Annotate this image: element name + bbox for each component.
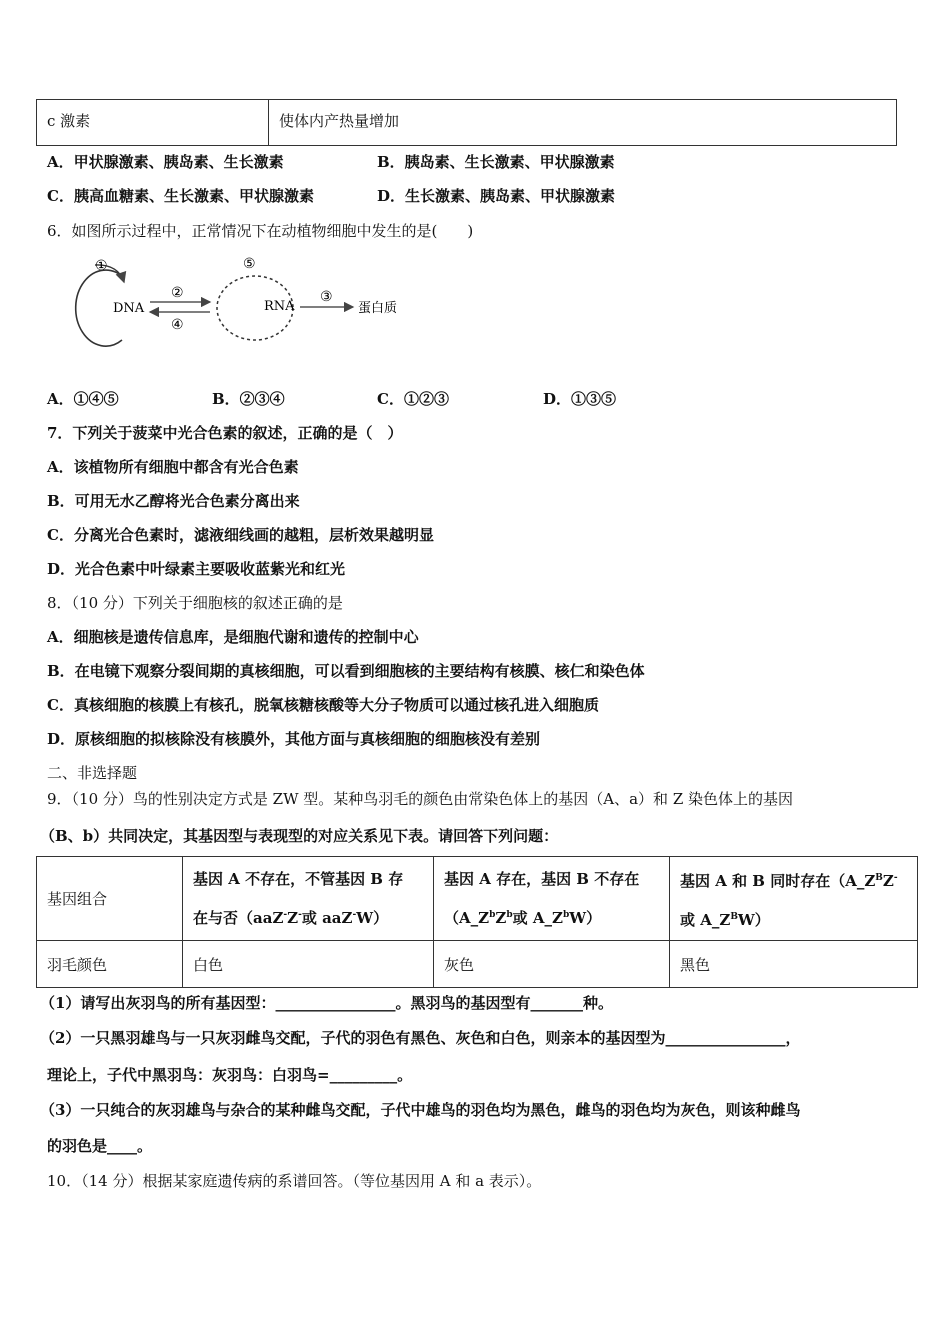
q6-option-b: B．②③④ [212, 390, 285, 408]
central-dogma-diagram [50, 250, 420, 350]
q7-stem: 7．下列关于菠菜中光合色素的叙述，正确的是（ ） [47, 424, 403, 442]
q9-part-3-cont: 的羽色是____。 [47, 1137, 153, 1155]
q9-part-2-cont: 理论上，子代中黑羽鸟：灰羽鸟：白羽鸟=_________。 [47, 1066, 413, 1084]
label-5: ⑤ [243, 256, 256, 272]
feather-color-white: 白色 [183, 941, 434, 988]
q8-option-b: B．在电镜下观察分裂间期的真核细胞，可以看到细胞核的主要结构有核膜、核仁和染色体 [47, 662, 645, 680]
genotype-col-a-and-b: 基因 A 和 B 同时存在（$A\_Z^BZ^-$ 或 $A\_Z^BW$） [670, 857, 918, 941]
genotype-table [36, 856, 918, 988]
feather-color-black: 黑色 [670, 941, 918, 988]
q5-option-c: C．胰高血糖素、生长激素、甲状腺激素 [47, 187, 314, 205]
q6-option-a: A．①④⑤ [47, 390, 119, 408]
q6-stem: 6．如图所示过程中，正常情况下在动植物细胞中发生的是( ) [47, 222, 474, 240]
feather-color-gray: 灰色 [434, 941, 670, 988]
top-table-cell-1: c 激素 [37, 100, 269, 146]
q8-option-a: A．细胞核是遗传信息库，是细胞代谢和遗传的控制中心 [47, 628, 419, 646]
q7-option-d: D．光合色素中叶绿素主要吸收蓝紫光和红光 [47, 560, 346, 578]
protein-label: 蛋白质 [358, 301, 398, 316]
label-3: ③ [320, 289, 333, 305]
q5-option-a: A．甲状腺激素、胰岛素、生长激素 [47, 153, 284, 171]
q9-stem-line-2: （B、b）共同决定，其基因型与表现型的对应关系见下表。请回答下列问题： [40, 827, 559, 845]
q9-part-1: （1）请写出灰羽鸟的所有基因型：________________。黑羽鸟的基因型有_______种。 [40, 994, 613, 1012]
q9-stem-line-1: 9．（10 分）鸟的性别决定方式是 ZW 型。某种鸟羽毛的颜色由常染色体上的基因（A、a）和 Z 染色体上的基因 [47, 790, 794, 808]
section-heading: 二、非选择题 [47, 764, 138, 782]
q9-part-3: （3）一只纯合的灰羽雄鸟与杂合的某种雌鸟交配，子代中雄鸟的羽色均为黑色，雌鸟的羽色均为灰色，则该种雌鸟 [40, 1101, 801, 1119]
q8-stem: 8．（10 分）下列关于细胞核的叙述正确的是 [47, 594, 343, 612]
q8-option-d: D．原核细胞的拟核除没有核膜外，其他方面与真核细胞的细胞核没有差别 [47, 730, 541, 748]
q5-option-b: B．胰岛素、生长激素、甲状腺激素 [377, 153, 615, 171]
q10-stem: 10．（14 分）根据某家庭遗传病的系谱回答。（等位基因用 A 和 a 表示）。 [47, 1172, 542, 1190]
label-2: ② [171, 285, 184, 301]
genotype-col-no-a: 基因 A 不存在，不管基因 B 存 在与否（aaZ-Z-或 aaZ-W） [183, 857, 434, 941]
q7-option-a: A．该植物所有细胞中都含有光合色素 [47, 458, 299, 476]
q6-option-c: C．①②③ [377, 390, 449, 408]
label-4: ④ [171, 317, 184, 333]
q8-option-c: C．真核细胞的核膜上有核孔，脱氧核糖核酸等大分子物质可以通过核孔进入细胞质 [47, 696, 599, 714]
q6-option-d: D．①③⑤ [543, 390, 617, 408]
q5-option-d: D．生长激素、胰岛素、甲状腺激素 [377, 187, 616, 205]
q7-option-c: C．分离光合色素时，滤液细线画的越粗，层析效果越明显 [47, 526, 434, 544]
q9-part-2: （2）一只黑羽雄鸟与一只灰羽雌鸟交配，子代的羽色有黑色、灰色和白色，则亲本的基因型为________________， [40, 1029, 801, 1047]
q7-option-b: B．可用无水乙醇将光合色素分离出来 [47, 492, 300, 510]
feather-color-label: 羽毛颜色 [37, 941, 183, 988]
rna-label: RNA [264, 299, 295, 314]
top-table [36, 99, 897, 146]
dna-label: DNA [113, 301, 145, 316]
genotype-header-label: 基因组合 [37, 857, 183, 941]
top-table-cell-2: 使体内产热量增加 [269, 100, 897, 146]
genotype-col-a-no-b: 基因 A 存在，基因 B 不存在 （$A\_Z^bZ^b$或 $A\_Z^bW$） [434, 857, 670, 941]
label-1: ① [95, 258, 108, 274]
